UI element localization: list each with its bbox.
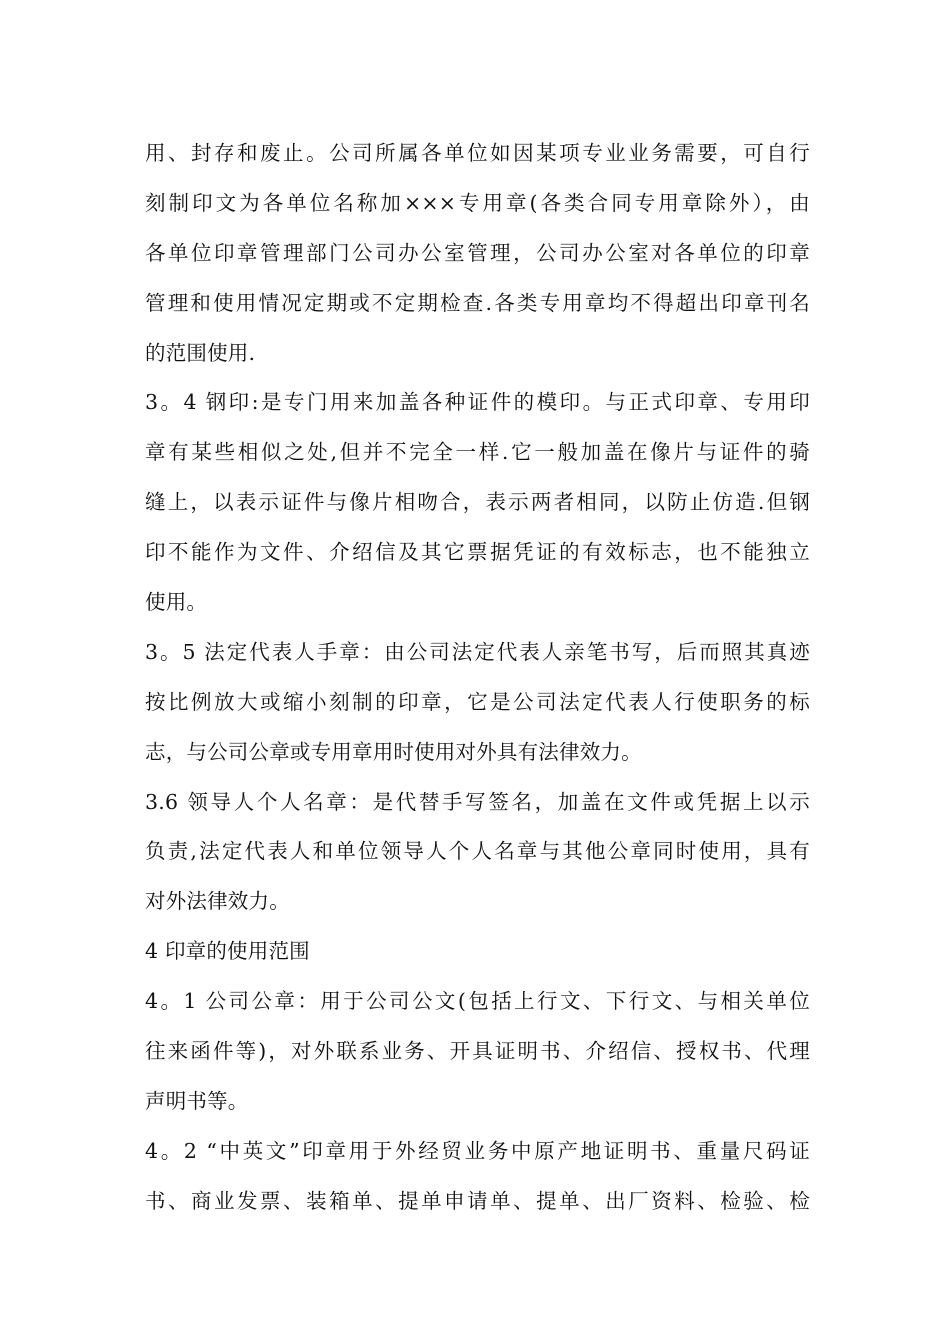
text-line: 的范围使用.: [145, 340, 256, 365]
text-line: 志，与公司公章或专用章用时使用对外具有法律效力。: [145, 739, 642, 764]
text-line: 各单位印章管理部门公司办公室管理，公司办公室对各单位的印章: [145, 240, 810, 265]
text-line: 负责,法定代表人和单位领导人个人名章与其他公章同时使用，具有: [145, 839, 810, 864]
text-line: 3.6 领导人个人名章：是代替手写签名，加盖在文件或凭据上以示: [145, 789, 810, 814]
text-line: 对外法律效力。: [145, 889, 290, 914]
text-line: 书、商业发票、装箱单、提单申请单、提单、出厂资料、检验、检: [145, 1188, 810, 1213]
text-line: 声明书等。: [145, 1088, 249, 1113]
text-line: 刻制印文为各单位名称加×××专用章(各类合同专用章除外），由: [145, 190, 810, 215]
text-line: 印不能作为文件、介绍信及其它票据凭证的有效标志，也不能独立: [145, 540, 810, 565]
text-line: 使用。: [145, 590, 208, 615]
text-line: 3。4 钢印:是专门用来加盖各种证件的模印。与正式印章、专用印: [145, 390, 810, 415]
text-line: 4。1 公司公章：用于公司公文(包括上行文、下行文、与相关单位: [145, 989, 810, 1014]
section-heading: 4 印章的使用范围: [145, 939, 310, 964]
text-line: 管理和使用情况定期或不定期检查.各类专用章均不得超出印章刊名: [145, 290, 810, 315]
text-line: 用、封存和废止。公司所属各单位如因某项专业业务需要，可自行: [145, 141, 810, 165]
text-line: 章有某些相似之处,但并不完全一样.它一般加盖在像片与证件的骑: [145, 440, 810, 465]
text-line: 缝上，以表示证件与像片相吻合，表示两者相同，以防止仿造.但钢: [145, 490, 810, 515]
text-line: 按比例放大或缩小刻制的印章，它是公司法定代表人行使职务的标: [145, 689, 810, 714]
text-line: 往来函件等)，对外联系业务、开具证明书、介绍信、授权书、代理: [145, 1039, 810, 1064]
text-line: 3。5 法定代表人手章：由公司法定代表人亲笔书写，后而照其真迹: [145, 639, 810, 664]
text-line: 4。2 “中英文”印章用于外经贸业务中原产地证明书、重量尺码证: [145, 1138, 810, 1163]
document-body: [145, 129, 810, 1227]
